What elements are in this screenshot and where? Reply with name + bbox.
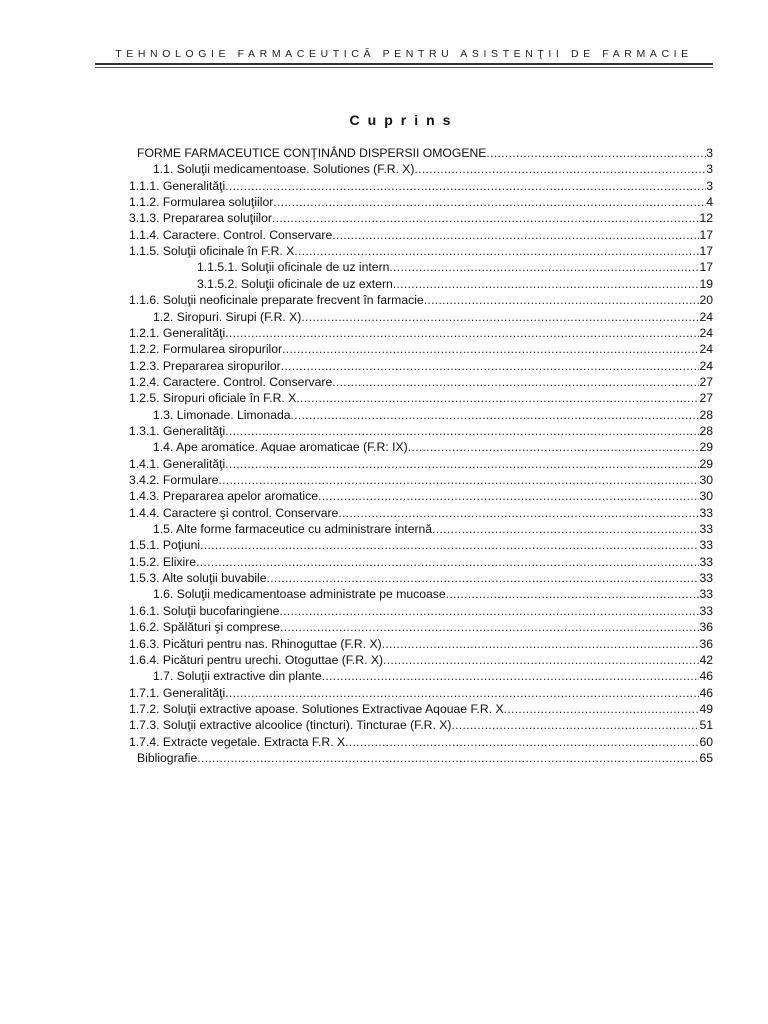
toc-dot-leader bbox=[383, 653, 699, 667]
toc-dot-leader bbox=[225, 179, 706, 193]
toc-entry-title: 1.4.4. Caractere şi control. Conservare bbox=[129, 505, 339, 520]
toc-entry-title: 1.7.4. Extracte vegetale. Extracta F.R. X bbox=[129, 734, 346, 749]
toc-dot-leader bbox=[296, 391, 699, 405]
toc-entry[interactable] bbox=[129, 473, 713, 489]
toc-page-number: 17 bbox=[699, 227, 713, 242]
toc-dot-leader bbox=[451, 718, 699, 732]
toc-entry[interactable] bbox=[197, 277, 713, 293]
toc-dot-leader bbox=[414, 162, 706, 176]
toc-entry-title: FORME FARMACEUTICE CONŢINÂND DISPERSII OMOGENE bbox=[137, 146, 487, 160]
toc-page-number: 3 bbox=[706, 162, 713, 177]
toc-entry[interactable] bbox=[129, 735, 713, 751]
toc-entry[interactable] bbox=[129, 686, 713, 702]
toc-page-number: 46 bbox=[699, 669, 713, 684]
toc-page-number: 30 bbox=[699, 489, 713, 504]
toc-entry[interactable] bbox=[129, 620, 713, 636]
toc-entry-title: 1.4. Ape aromatice. Aquae aromaticae (F.R: IX) bbox=[153, 440, 408, 455]
toc-entry-title: 1.1.4. Caractere. Control. Conservare bbox=[129, 227, 333, 242]
toc-entry[interactable] bbox=[129, 195, 713, 211]
toc-page-number: 3 bbox=[706, 178, 713, 193]
toc-entry[interactable] bbox=[153, 522, 713, 538]
toc-dot-leader bbox=[196, 555, 699, 569]
toc-page-number: 33 bbox=[699, 603, 713, 618]
toc-page-number: 29 bbox=[699, 440, 713, 455]
toc-entry-title: 3.1.3. Prepararea soluţiilor bbox=[129, 211, 272, 226]
toc-dot-leader bbox=[272, 211, 699, 225]
toc-dot-leader bbox=[332, 375, 699, 389]
toc-dot-leader bbox=[200, 538, 699, 552]
toc-page-number: 3 bbox=[706, 146, 713, 160]
toc-page-number: 24 bbox=[699, 342, 713, 357]
toc-entry-title: 1.7. Soluţii extractive din plante bbox=[153, 669, 322, 684]
toc-page-number: 17 bbox=[699, 260, 713, 275]
toc-entry[interactable] bbox=[129, 424, 713, 440]
toc-dot-leader bbox=[332, 228, 699, 242]
toc-entry-title: 1.7.2. Soluţii extractive apoase. Solutiones Extractivae Aqouae F.R. X bbox=[129, 701, 504, 716]
toc-entry[interactable] bbox=[129, 293, 713, 309]
toc-entry-title: 1.6.2. Spălături şi comprese bbox=[129, 620, 281, 635]
toc-page-number: 49 bbox=[699, 701, 713, 716]
toc-entry-title: 1.7.1. Generalităţi bbox=[129, 685, 226, 700]
toc-entry-title: 1.4.1. Generalităţi bbox=[129, 456, 226, 471]
toc-dot-leader bbox=[280, 620, 699, 634]
toc-page-number: 28 bbox=[699, 407, 713, 422]
toc-dot-leader bbox=[393, 277, 700, 291]
toc-dot-leader bbox=[294, 244, 699, 258]
toc-page-number: 33 bbox=[699, 538, 713, 553]
header-rule-thick bbox=[95, 63, 713, 65]
toc-dot-leader bbox=[408, 440, 700, 454]
toc-dot-leader bbox=[281, 359, 700, 373]
toc-entry[interactable] bbox=[129, 718, 713, 734]
toc-entry-title: 1.2.2. Formularea siropurilor bbox=[129, 342, 283, 357]
toc-page-number: 33 bbox=[699, 571, 713, 586]
toc-entry[interactable] bbox=[129, 342, 713, 358]
toc-entry[interactable] bbox=[129, 211, 713, 227]
toc-dot-leader bbox=[279, 604, 699, 618]
toc-dot-leader bbox=[301, 310, 699, 324]
toc-entry[interactable] bbox=[129, 702, 713, 718]
toc-dot-leader bbox=[225, 424, 699, 438]
toc-entry[interactable] bbox=[153, 310, 713, 326]
toc-entry-title: 1.2. Siropuri. Sirupi (F.R. X) bbox=[153, 309, 302, 324]
toc-page-number: 36 bbox=[699, 620, 713, 635]
toc-entry[interactable] bbox=[153, 162, 713, 178]
toc-dot-leader bbox=[322, 669, 700, 683]
running-header bbox=[95, 44, 713, 62]
toc-page-number: 46 bbox=[699, 685, 713, 700]
toc-entry[interactable] bbox=[129, 359, 713, 375]
toc-page-number: 33 bbox=[699, 587, 713, 602]
toc-entry[interactable] bbox=[137, 146, 713, 162]
toc-entry[interactable] bbox=[153, 440, 713, 456]
toc-entry[interactable] bbox=[153, 669, 713, 685]
toc-dot-leader bbox=[197, 751, 699, 765]
toc-entry-title: 1.1.5.1. Soluţii oficinale de uz intern bbox=[197, 260, 390, 275]
toc-entry[interactable] bbox=[129, 506, 713, 522]
toc-dot-leader bbox=[318, 489, 699, 503]
toc-page-number: 20 bbox=[699, 293, 713, 308]
toc-page-number: 4 bbox=[706, 195, 713, 210]
toc-entry-title: 1.2.5. Siropuri oficiale în F.R. X bbox=[129, 391, 297, 406]
toc-entry-title: 1.1.1. Generalităţi bbox=[129, 178, 226, 193]
toc-entry[interactable] bbox=[129, 555, 713, 571]
toc-dot-leader bbox=[382, 637, 700, 651]
toc-page-number: 65 bbox=[699, 750, 713, 765]
toc-entry-title: 1.5. Alte forme farmaceutice cu administrare internă bbox=[153, 522, 433, 537]
toc-entry-title: 1.3.1. Generalităţi bbox=[129, 423, 226, 438]
toc-dot-leader bbox=[338, 506, 699, 520]
toc-entry-title: 1.4.3. Prepararea apelor aromatice bbox=[129, 489, 319, 504]
toc-entry-title: 1.1.6. Soluţii neoficinale preparate frecvent în farmacie bbox=[129, 293, 424, 308]
toc-entry-title: 1.2.1. Generalităţi bbox=[129, 325, 226, 340]
header-rule-thin bbox=[95, 67, 713, 68]
toc-dot-leader bbox=[345, 735, 699, 749]
toc-entry-title: 1.5.1. Poţiuni bbox=[129, 538, 201, 553]
toc-entry-title: 1.6. Soluţii medicamentoase administrate pe mucoase bbox=[153, 587, 446, 602]
toc-dot-leader bbox=[225, 326, 699, 340]
toc-entry-title: 1.2.4. Caractere. Control. Conservare bbox=[129, 374, 333, 389]
toc-entry-title: 1.6.1. Soluţii bucofaringiene bbox=[129, 603, 280, 618]
toc-dot-leader bbox=[504, 702, 700, 716]
toc-entry-title: 1.3. Limonade. Limonada bbox=[153, 407, 291, 422]
toc-page-number: 33 bbox=[699, 522, 713, 537]
toc-dot-leader bbox=[432, 522, 699, 536]
toc-dot-leader bbox=[424, 293, 700, 307]
toc-entry[interactable] bbox=[129, 489, 713, 505]
toc-page-number: 30 bbox=[699, 473, 713, 487]
toc-entry[interactable] bbox=[129, 571, 713, 587]
toc-entry-title: 1.1. Soluţii medicamentoase. Solutiones (F.R. X) bbox=[153, 162, 415, 177]
toc-page-number: 19 bbox=[699, 276, 713, 291]
toc-entry-title: 1.2.3. Prepararea siropurilor bbox=[129, 358, 281, 373]
toc-dot-leader bbox=[273, 195, 706, 209]
toc-dot-leader bbox=[225, 457, 699, 471]
toc-page-number: 24 bbox=[699, 325, 713, 340]
toc-page-number: 27 bbox=[699, 391, 713, 406]
toc-entry[interactable] bbox=[129, 538, 713, 554]
toc-dot-leader bbox=[218, 473, 699, 487]
toc-entry-title: 1.1.5. Soluţii oficinale în F.R. X bbox=[129, 244, 295, 259]
toc-entry-title: 3.1.5.2. Soluţii oficinale de uz extern bbox=[197, 276, 393, 291]
toc-dot-leader bbox=[267, 571, 700, 585]
toc-page-number: 24 bbox=[699, 358, 713, 373]
toc-entry[interactable] bbox=[129, 653, 713, 669]
toc-entry-title: 1.5.2. Elixire bbox=[129, 554, 197, 569]
toc-entry[interactable] bbox=[129, 228, 713, 244]
toc-entry[interactable] bbox=[129, 179, 713, 195]
toc-entry[interactable] bbox=[129, 391, 713, 407]
toc-page-number: 33 bbox=[699, 505, 713, 520]
toc-title: Cuprins bbox=[349, 112, 459, 128]
toc-page-number: 51 bbox=[699, 718, 713, 733]
toc-page-number: 17 bbox=[699, 244, 713, 259]
toc-entry[interactable] bbox=[129, 457, 713, 473]
toc-page-number: 42 bbox=[699, 652, 713, 667]
toc-page-number: 60 bbox=[699, 734, 713, 749]
toc-entry-title: 1.6.4. Picături pentru urechi. Otoguttae (F.R. X) bbox=[129, 652, 384, 667]
toc-page-number: 36 bbox=[699, 636, 713, 651]
toc-dot-leader bbox=[389, 260, 699, 274]
toc-entry[interactable] bbox=[129, 375, 713, 391]
toc-entry-title: Bibliografie bbox=[137, 750, 198, 765]
toc-entry[interactable] bbox=[129, 326, 713, 342]
toc-page-number: 33 bbox=[699, 554, 713, 569]
toc-entry-title: 1.1.2. Formularea soluţiilor bbox=[129, 195, 274, 210]
toc-dot-leader bbox=[225, 686, 699, 700]
toc-entry[interactable] bbox=[153, 587, 713, 603]
toc-page-number: 12 bbox=[699, 211, 713, 226]
toc-entry-title: 3.4.2. Formulare bbox=[129, 473, 219, 487]
toc-entry[interactable] bbox=[197, 260, 713, 276]
toc-dot-leader bbox=[446, 587, 700, 601]
toc-entry[interactable] bbox=[129, 244, 713, 260]
toc-entry-title: 1.6.3. Picături pentru nas. Rhinoguttae (F.R. X) bbox=[129, 636, 382, 651]
toc-entry[interactable] bbox=[129, 604, 713, 620]
toc-entry[interactable] bbox=[153, 408, 713, 424]
toc-page-number: 28 bbox=[699, 423, 713, 438]
toc-entry[interactable] bbox=[137, 751, 713, 767]
toc-page-number: 24 bbox=[699, 309, 713, 324]
toc-dot-leader bbox=[282, 342, 699, 356]
toc-page-number: 29 bbox=[699, 456, 713, 471]
toc-dot-leader bbox=[486, 146, 706, 160]
header-title: TEHNOLOGIE FARMACEUTICĂ PENTRU ASISTENŢII DE FARMACIE bbox=[115, 48, 693, 60]
toc-entry-title: 1.5.3. Alte soluţii buvabile bbox=[129, 571, 267, 586]
toc-entry[interactable] bbox=[129, 637, 713, 653]
toc-page-number: 27 bbox=[699, 374, 713, 389]
toc-dot-leader bbox=[291, 408, 700, 422]
toc-entry-title: 1.7.3. Soluţii extractive alcoolice (tincturi). Tincturae (F.R. X) bbox=[129, 718, 452, 733]
